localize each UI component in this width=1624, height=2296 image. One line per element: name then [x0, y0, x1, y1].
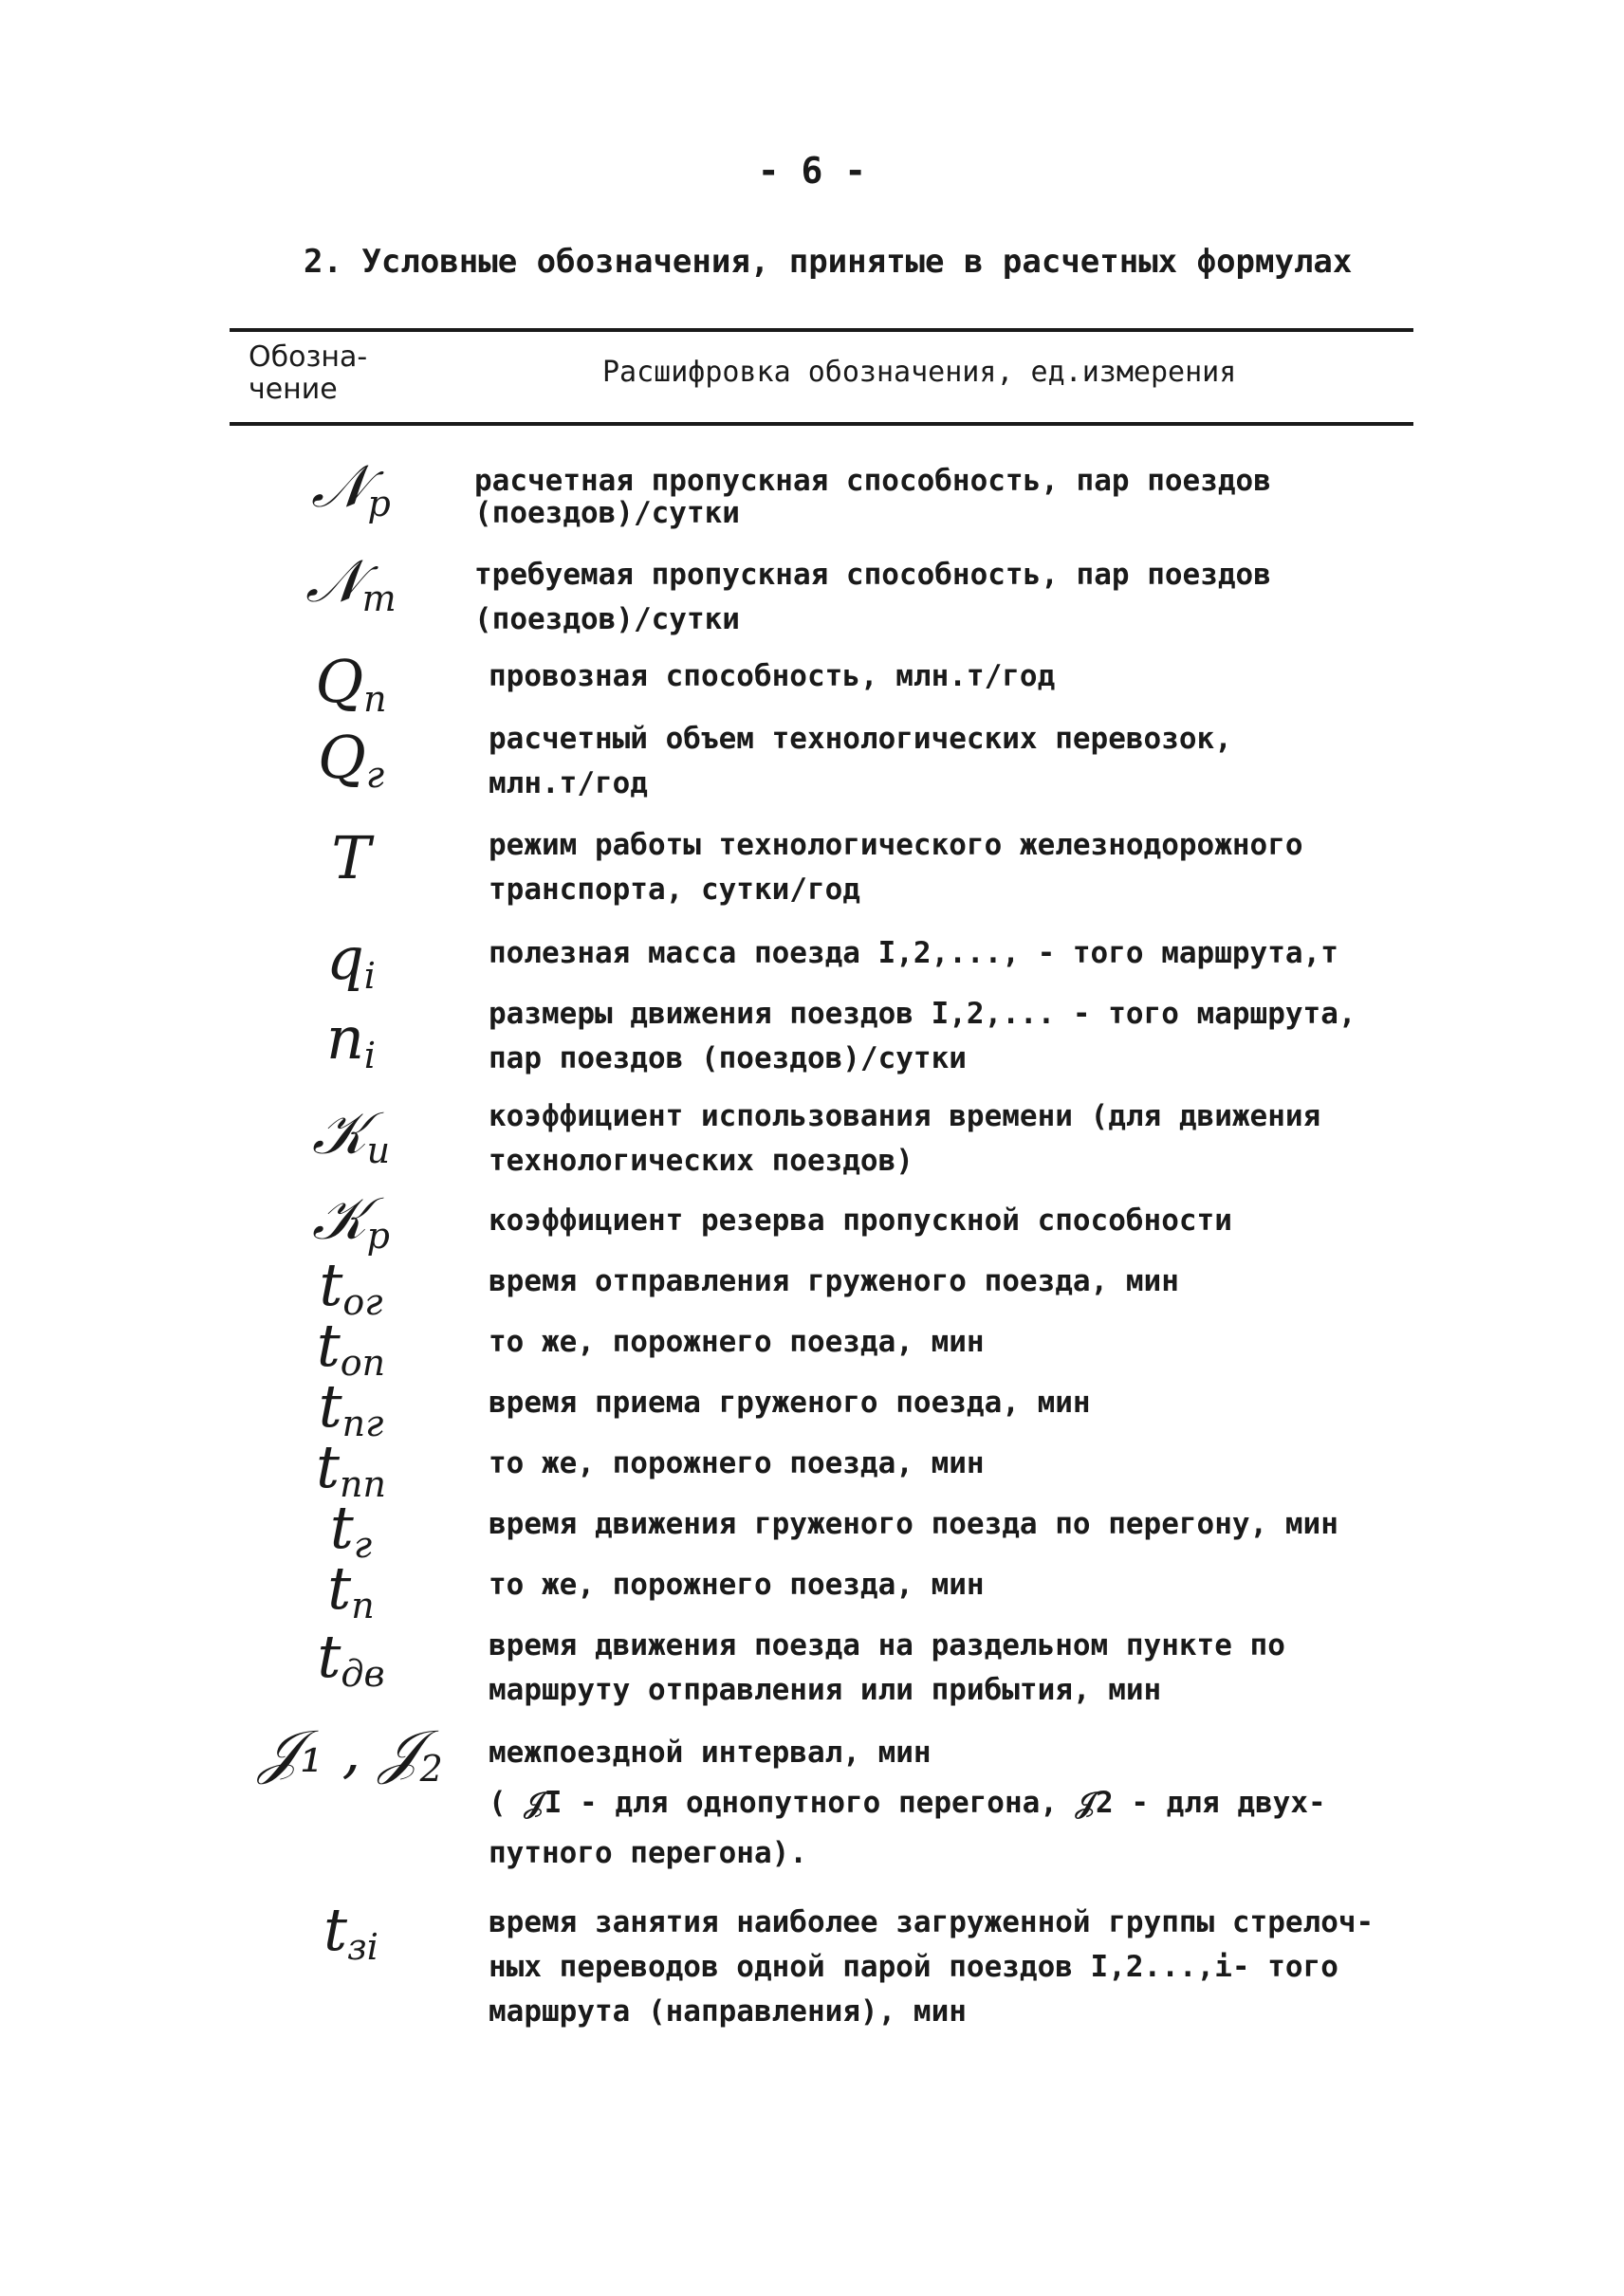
symbol: 𝒦$_и$	[311, 1098, 391, 1171]
symbol: $t_{оп}$	[316, 1311, 386, 1384]
symbol: 𝒥₁ , 𝒥$_2$	[259, 1717, 443, 1790]
symbol: $q_i$	[326, 924, 376, 997]
symbol: 𝒩$_р$	[311, 451, 391, 524]
symbol: $t_{зi}$	[323, 1895, 378, 1968]
description: межпоездной интервал, мин ( 𝒥I - для однопутного перегона, 𝒥2 - для двух- путного перегона).	[489, 1736, 1326, 1870]
description: то же, порожнего поезда, мин	[489, 1568, 985, 1602]
header-description: Расшифровка обозначения, ед.измерения	[602, 356, 1237, 389]
symbol: $t_г$	[329, 1493, 373, 1566]
description: время отправления груженого поезда, мин	[489, 1264, 1179, 1298]
symbol: $t_{пп}$	[316, 1432, 386, 1505]
page-number: - 6 -	[757, 150, 867, 192]
description: расчетная пропускная способность, пар поездов (поездов)/сутки	[474, 464, 1271, 530]
description: коэффициент использования времени (для движения технологических поездов)	[489, 1099, 1321, 1178]
symbol: $t_п$	[327, 1553, 375, 1626]
description: требуемая пропускная способность, пар поездов (поездов)/сутки	[474, 558, 1271, 636]
symbol: $t_{дв}$	[317, 1622, 385, 1695]
section-title: 2. Условные обозначения, принятые в расчетных формулах	[304, 243, 1353, 281]
description: время движения поезда на раздельном пункте по маршруту отправления или прибытия, мин	[489, 1628, 1285, 1707]
description: время приема груженого поезда, мин	[489, 1386, 1091, 1420]
symbol: $t_{пг}$	[318, 1371, 384, 1444]
description: расчетный объем технологических перевозок, млн.т/год	[489, 722, 1232, 800]
symbol: 𝒩$_т$	[305, 546, 397, 619]
description: режим работы технологического железнодорожного транспорта, сутки/год	[489, 828, 1303, 907]
description: время занятия наиболее загруженной группы стрелоч- ных переводов одной парой поездов I,2...,i- того маршрута (направления), мин	[489, 1905, 1375, 2029]
symbol: $t_{ог}$	[319, 1250, 383, 1323]
symbol: $n_i$	[325, 1003, 377, 1076]
description: время движения груженого поезда по перегону, мин	[489, 1507, 1338, 1541]
description: то же, порожнего поезда, мин	[489, 1446, 985, 1480]
description: провозная способность, млн.т/год	[489, 659, 1056, 693]
description: коэффициент резерва пропускной способности	[489, 1203, 1232, 1238]
symbol: $Q_г$	[317, 723, 385, 796]
description: то же, порожнего поезда, мин	[489, 1325, 985, 1359]
description: размеры движения поездов I,2,... - того маршрута, пар поездов (поездов)/сутки	[489, 997, 1356, 1075]
symbol: 𝒦$_р$	[312, 1184, 390, 1257]
header-symbol: Обозна- чение	[249, 340, 368, 406]
symbol: T	[331, 823, 371, 892]
description: полезная масса поезда I,2,..., - того маршрута,т	[489, 936, 1338, 970]
symbol: $Q_п$	[315, 647, 387, 720]
